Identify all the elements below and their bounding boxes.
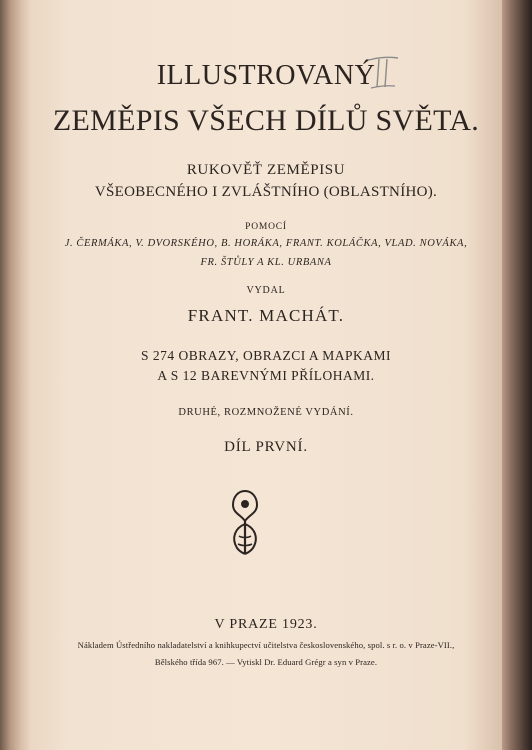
book-title-line1: ILLUSTROVANÝ	[156, 60, 376, 91]
publisher-emblem-icon	[227, 488, 263, 558]
binding-right-edge	[502, 0, 532, 750]
volume-part: DÍL PRVNÍ.	[224, 439, 308, 455]
features-line1: S 274 OBRAZY, OBRAZCI A MAPKAMI	[140, 348, 392, 363]
binding-left-edge	[0, 0, 30, 750]
book-title-line2: ZEMĚPIS VŠECH DÍLŮ SVĚTA.	[52, 104, 480, 137]
features-line2: A S 12 BAREVNÝMI PŘÍLOHAMI.	[157, 368, 375, 383]
with-help-label: POMOCÍ	[245, 222, 287, 232]
place-and-year: V PRAZE 1923.	[214, 617, 318, 632]
authors-line2: FR. ŠTŮLY A KL. URBANA	[200, 257, 332, 268]
subtitle-line2: VŠEOBECNÉHO I ZVLÁŠTNÍHO (OBLASTNÍHO).	[94, 184, 438, 200]
published-by-label: VYDAL	[246, 285, 286, 296]
imprint-line2: Bělského třída 967. — Vytiskl Dr. Eduard Grégr a syn v Praze.	[154, 657, 378, 667]
publisher-name: FRANT. MACHÁT.	[187, 306, 345, 325]
title-page	[30, 0, 502, 750]
subtitle-line1: RUKOVĚŤ ZEMĚPISU	[186, 162, 346, 178]
imprint-line1: Nákladem Ústředního nakladatelství a knihkupectví učitelstva československého, spol. s r. o. v Praze-VII.,	[77, 640, 455, 650]
authors-line1: J. ČERMÁKA, V. DVORSKÉHO, B. HORÁKA, FRANT. KOLÁČKA, VLAD. NOVÁKA,	[64, 238, 468, 249]
edition-note: DRUHÉ, ROZMNOŽENÉ VYDÁNÍ.	[178, 407, 354, 418]
